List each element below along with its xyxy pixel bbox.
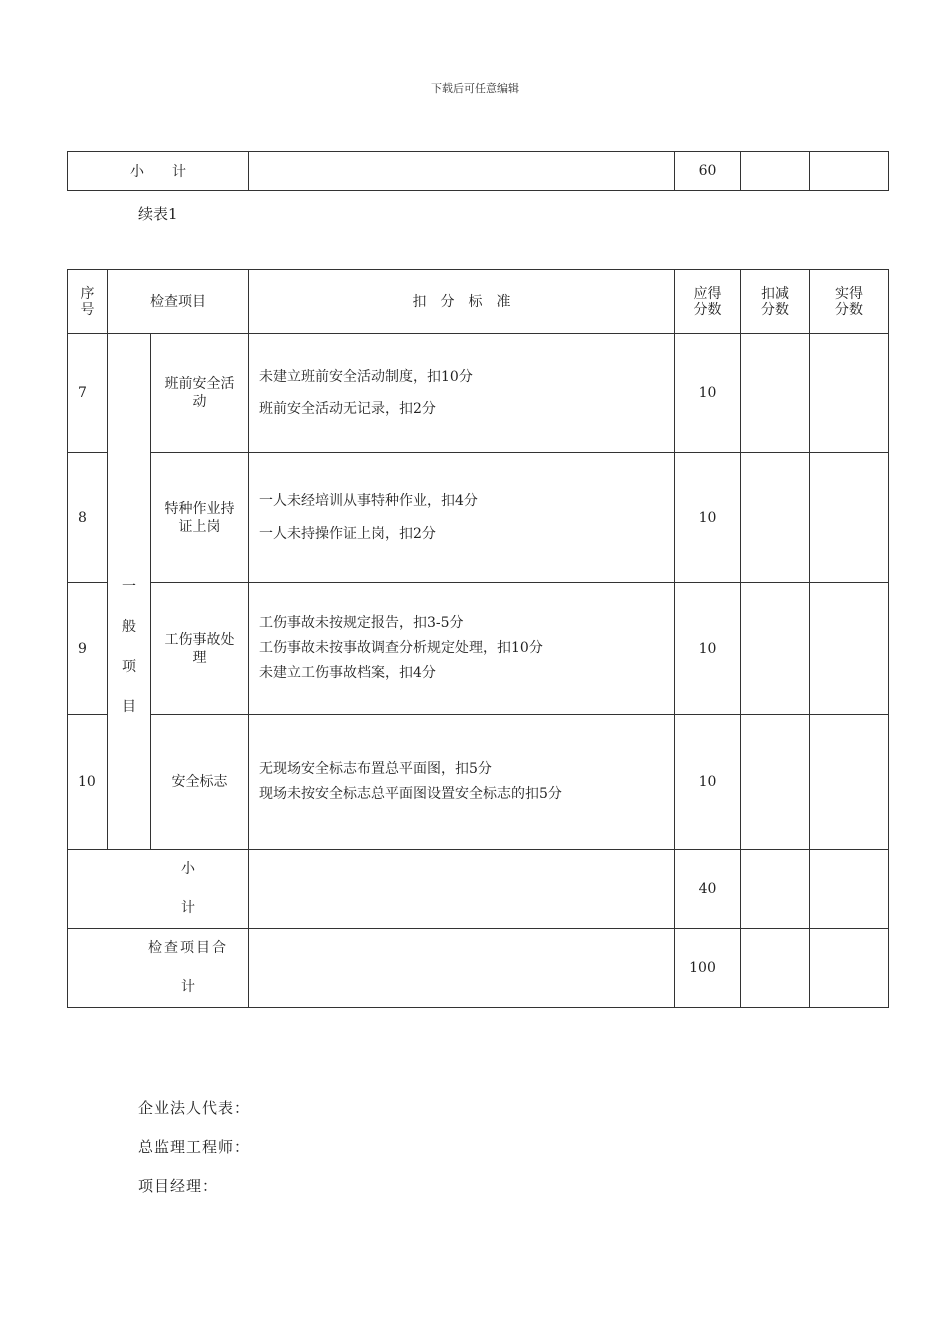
actual-score[interactable]: [810, 715, 889, 850]
header-actual: 实得分数: [810, 270, 889, 334]
table-caption: 续表1: [138, 205, 178, 223]
item-name: 特种作业持证上岗: [151, 453, 249, 583]
header-due: 应得分数: [675, 270, 741, 334]
table-row: [68, 715, 889, 850]
header-note: 下载后可任意编辑: [431, 82, 519, 95]
item-name: 安全标志: [151, 715, 249, 850]
actual-score[interactable]: [810, 929, 889, 1008]
deduct-score[interactable]: [741, 453, 810, 583]
table-row: [68, 453, 889, 583]
deduct-score[interactable]: [741, 929, 810, 1008]
header-no: 序号: [68, 270, 108, 334]
actual-score[interactable]: [810, 850, 889, 929]
row-number: 10: [68, 715, 108, 850]
row-number: 8: [68, 453, 108, 583]
subtotal-label: 小 计: [68, 850, 249, 929]
deduct-score[interactable]: [741, 715, 810, 850]
header-criteria: 扣 分 标 准: [249, 270, 675, 334]
item-name: 班前安全活 动: [151, 334, 249, 453]
row-number: 9: [68, 583, 108, 715]
signature-project-manager: 项目经理：: [138, 1177, 219, 1195]
subtotal-table-top: [67, 151, 889, 191]
table-row: [68, 152, 889, 191]
criteria-cell: [249, 929, 675, 1008]
criteria-cell: [249, 850, 675, 929]
due-score: 60: [675, 152, 741, 191]
due-score: 10: [675, 334, 741, 453]
deduct-score[interactable]: [741, 850, 810, 929]
subtotal-label: 小 计: [68, 152, 249, 191]
deduct-score[interactable]: [741, 583, 810, 715]
due-score: 10: [675, 583, 741, 715]
header-item: 检查项目: [108, 270, 249, 334]
criteria-cell: 工伤事故未按规定报告，扣3-5分 工伤事故未按事故调查分析规定处理，扣10分 未建立工伤事故档案，扣4分: [249, 583, 675, 715]
table-row: [68, 929, 889, 1008]
criteria-cell: [249, 152, 675, 191]
due-score: 10: [675, 453, 741, 583]
actual-score[interactable]: [810, 453, 889, 583]
actual-score[interactable]: [810, 334, 889, 453]
actual-score[interactable]: [810, 152, 889, 191]
inspection-table: [67, 269, 889, 1008]
header-deduct: 扣减分数: [741, 270, 810, 334]
signature-chief-supervisor: 总监理工程师：: [138, 1138, 251, 1156]
due-score: 40: [675, 850, 741, 929]
criteria-cell: 无现场安全标志布置总平面图，扣5分 现场未按安全标志总平面图设置安全标志的扣5分: [249, 715, 675, 850]
total-label: 检查项目合 计: [68, 929, 249, 1008]
table-row: [68, 583, 889, 715]
criteria-cell: 未建立班前安全活动制度，扣10分 班前安全活动无记录，扣2分: [249, 334, 675, 453]
row-number: 7: [68, 334, 108, 453]
deduct-score[interactable]: [741, 152, 810, 191]
table-row: [68, 850, 889, 929]
category-label: 一 般 项 目: [108, 334, 151, 850]
due-score: 10: [675, 715, 741, 850]
actual-score[interactable]: [810, 583, 889, 715]
item-name: 工伤事故处 理: [151, 583, 249, 715]
criteria-cell: 一人未经培训从事特种作业，扣4分 一人未持操作证上岗，扣2分: [249, 453, 675, 583]
due-score: 100: [675, 929, 741, 1008]
deduct-score[interactable]: [741, 334, 810, 453]
table-header-row: [68, 270, 889, 334]
table-row: [68, 334, 889, 453]
signature-legal-rep: 企业法人代表：: [138, 1099, 251, 1117]
